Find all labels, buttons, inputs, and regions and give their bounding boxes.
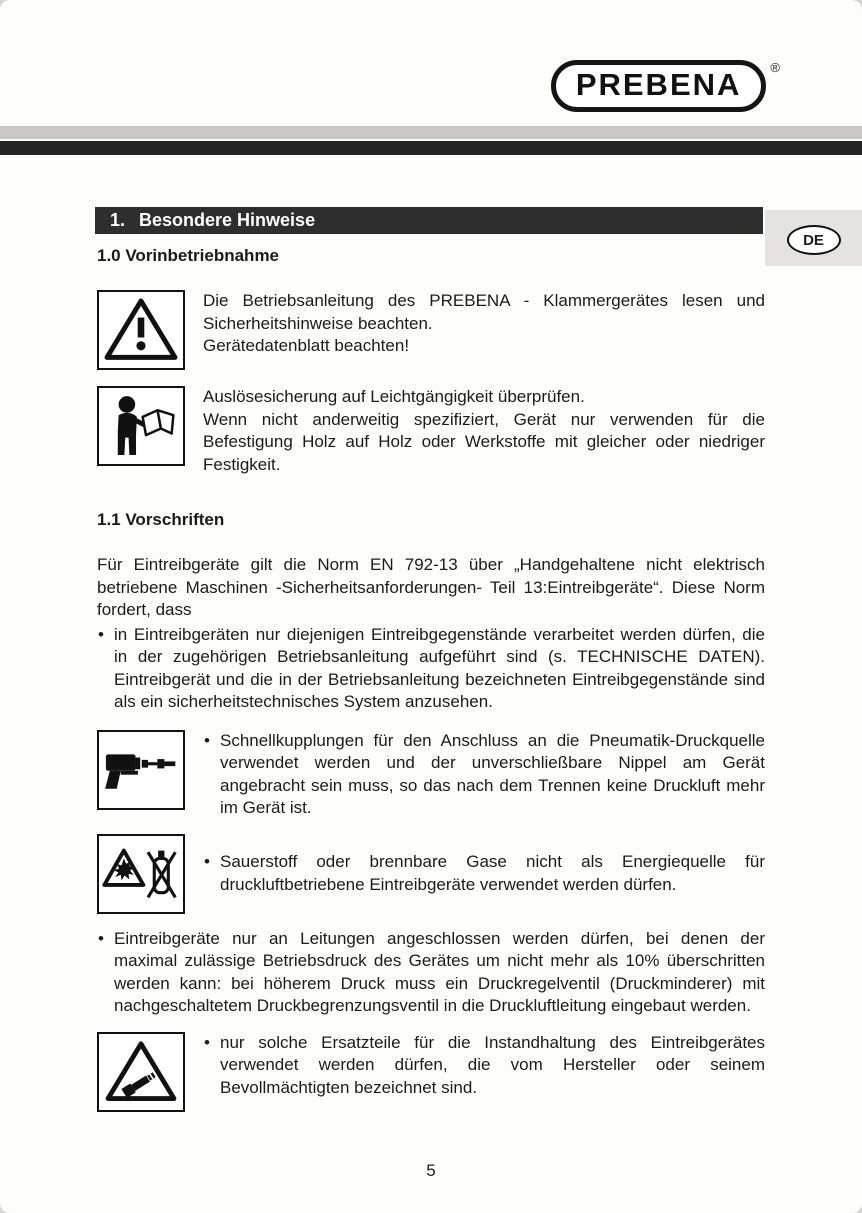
page-content xyxy=(97,246,765,1112)
divider-band-gray xyxy=(0,126,862,139)
section-number: 1. xyxy=(110,210,126,230)
notice-read-instructions-text xyxy=(203,290,765,370)
page-number: 5 xyxy=(426,1161,436,1180)
heading-1-1: 1.1 Vorschriften xyxy=(97,510,225,529)
explosion-gas-cylinder-icon xyxy=(97,834,185,914)
pneumatic-tool-coupling-icon xyxy=(97,730,185,810)
notice-read-instructions xyxy=(97,290,765,370)
heading-1-0: 1.0 Vorinbetriebnahme xyxy=(97,246,280,265)
section-title-bar xyxy=(95,207,763,234)
read-manual-icon xyxy=(97,386,185,466)
rule-quick-coupling xyxy=(97,730,765,820)
rule-no-oxygen xyxy=(97,834,765,914)
section-title: Besondere Hinweise xyxy=(139,210,316,230)
brand-logo xyxy=(551,60,780,112)
language-badge: DE xyxy=(787,225,841,255)
bullet-max-pressure: • Eintreibgeräte nur an Leitungen angeschlossen werden dürfen, bei denen der maximal zulässige Betriebsdruck des Gerätes um nicht mehr als 10% überschritten werden kann: bei höherem Druck muss ein Druckregelventil (Druckminderer) mit nachgeschaltetem Druckbegrenzungsventil in die Druckluftleitung eingebaut werden. xyxy=(97,928,765,1018)
paragraph: Wenn nicht anderweitig spezifiziert, Gerät nur verwenden für die Befestigung Holz auf Holz oder Werkstoffe mit gleicher oder niedriger Festigkeit. xyxy=(203,409,765,474)
rule-spare-parts xyxy=(97,1032,765,1112)
notice-check-trigger-safety-text xyxy=(203,386,765,476)
divider-band-dark xyxy=(0,141,862,155)
paragraph: Gerätedatenblatt beachten! xyxy=(203,336,410,355)
warning-triangle-icon xyxy=(97,290,185,370)
paragraph: Die Betriebsanleitung des PREBENA - Klammergerätes lesen und Sicherheitshinweise beachten. xyxy=(203,291,765,333)
norm-intro-paragraph: Für Eintreibgeräte gilt die Norm EN 792-13 über „Handgehaltene nicht elektrisch betriebene Maschinen -Sicherheitsanforderungen- Teil 13:Eintreibgeräte“. Diese Norm fordert, dass xyxy=(97,555,765,619)
language-badge-block xyxy=(765,210,862,266)
rule-quick-coupling-text: • Schnellkupplungen für den Anschluss an die Pneumatik-Druckquelle verwendet werden und der unverschließbare Nippel am Gerät angebracht sein muss, so das nach dem Trennen keine Druckluft mehr im Gerät ist. xyxy=(203,730,765,820)
bullet-consumables: • in Eintreibgeräten nur diejenigen Eintreibgegenstände verarbeitet werden dürfen, die in der zugehörigen Betriebsanleitung aufgeführt sind (s. TECHNISCHE DATEN). Eintreibgerät und die in der Betriebsanleitung bezeichneten Eintreibgegenstände sind als ein sicherheitstechnisches System anzusehen. xyxy=(97,624,765,714)
rule-spare-parts-text: • nur solche Ersatzteile für die Instandhaltung des Eintreibgerätes verwendet werden dürfen, die vom Hersteller oder seinem Bevollmächtigten bezeichnet sind. xyxy=(203,1032,765,1112)
registered-trademark-symbol: ® xyxy=(770,60,780,75)
brand-logo-oval: PREBENA xyxy=(551,60,767,112)
notice-check-trigger-safety xyxy=(97,386,765,476)
rule-no-oxygen-text: • Sauerstoff oder brennbare Gase nicht als Energiequelle für druckluftbetriebene Eintreibgeräte verwendet werden dürfen. xyxy=(203,851,765,896)
paragraph: Auslösesicherung auf Leichtgängigkeit überprüfen. xyxy=(203,387,585,406)
spare-parts-triangle-icon xyxy=(97,1032,185,1112)
